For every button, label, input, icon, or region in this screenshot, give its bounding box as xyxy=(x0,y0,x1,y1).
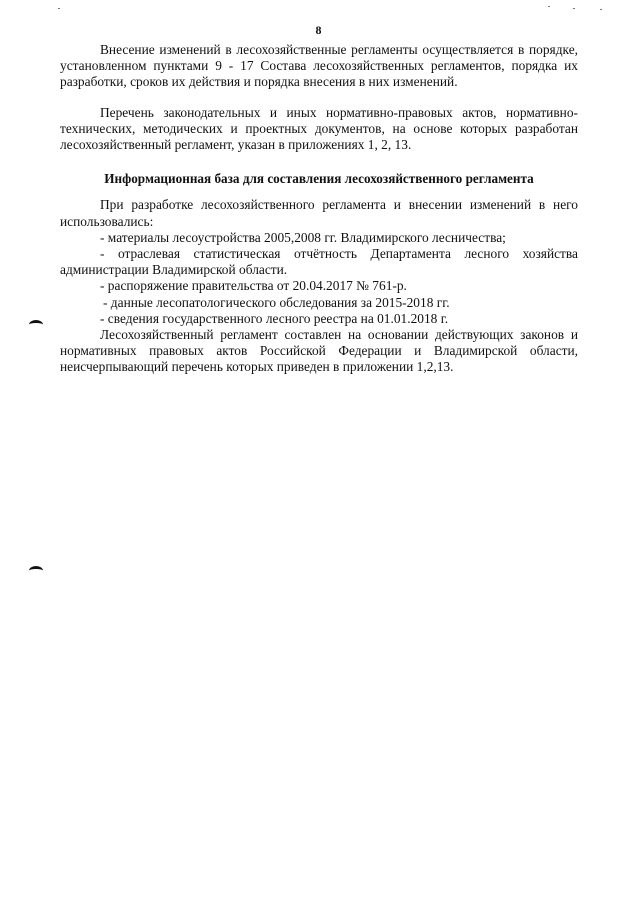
binder-hole-mark xyxy=(29,320,43,329)
list-item: - данные лесопатологического обследования за 2015-2018 гг. xyxy=(103,294,450,310)
list-item: - распоряжение правительства от 20.04.2017 № 761-р. xyxy=(100,278,407,294)
page-number: 8 xyxy=(315,23,322,37)
scan-speck xyxy=(58,8,60,9)
list-item: - отраслевая статистическая отчётность Департамента лесного хозяйства администрации Владимирской области. xyxy=(60,246,578,278)
list-item: - сведения государственного лесного реестра на 01.01.2018 г. xyxy=(100,310,449,326)
paragraph-legal-acts: Перечень законодательных и иных нормативно-правовых актов, нормативно-технических, методических и проектных документов, на основе которых разработан лесохозяйственный регламент, указан в приложениях 1, 2, 13. xyxy=(60,104,578,153)
paragraph-amendments: Внесение изменений в лесохозяйственные регламенты осуществляется в порядке, установленном пунктами 9 - 17 Состава лесохозяйственных регламентов, порядка их разработки, сроков их действия и порядка внесения в них изменений. xyxy=(60,42,578,90)
section-heading: Информационная база для составления лесохозяйственного регламента xyxy=(104,171,534,187)
binder-hole-mark xyxy=(29,566,43,575)
scan-speck xyxy=(573,8,575,9)
list-item: - материалы лесоустройства 2005,2008 гг. Владимирского лесничества; xyxy=(100,229,506,245)
document-body xyxy=(60,42,578,376)
scan-speck xyxy=(548,6,550,7)
paragraph-intro: При разработке лесохозяйственного регламента и внесении изменений в него использовались: xyxy=(60,197,578,229)
paragraph-final: Лесохозяйственный регламент составлен на основании действующих законов и нормативных правовых актов Российской Федерации и Владимирской области, неисчерпывающий перечень которых приведен в приложении 1,2,13. xyxy=(60,327,578,375)
scan-speck xyxy=(600,9,602,10)
paragraph-gap xyxy=(60,91,578,105)
